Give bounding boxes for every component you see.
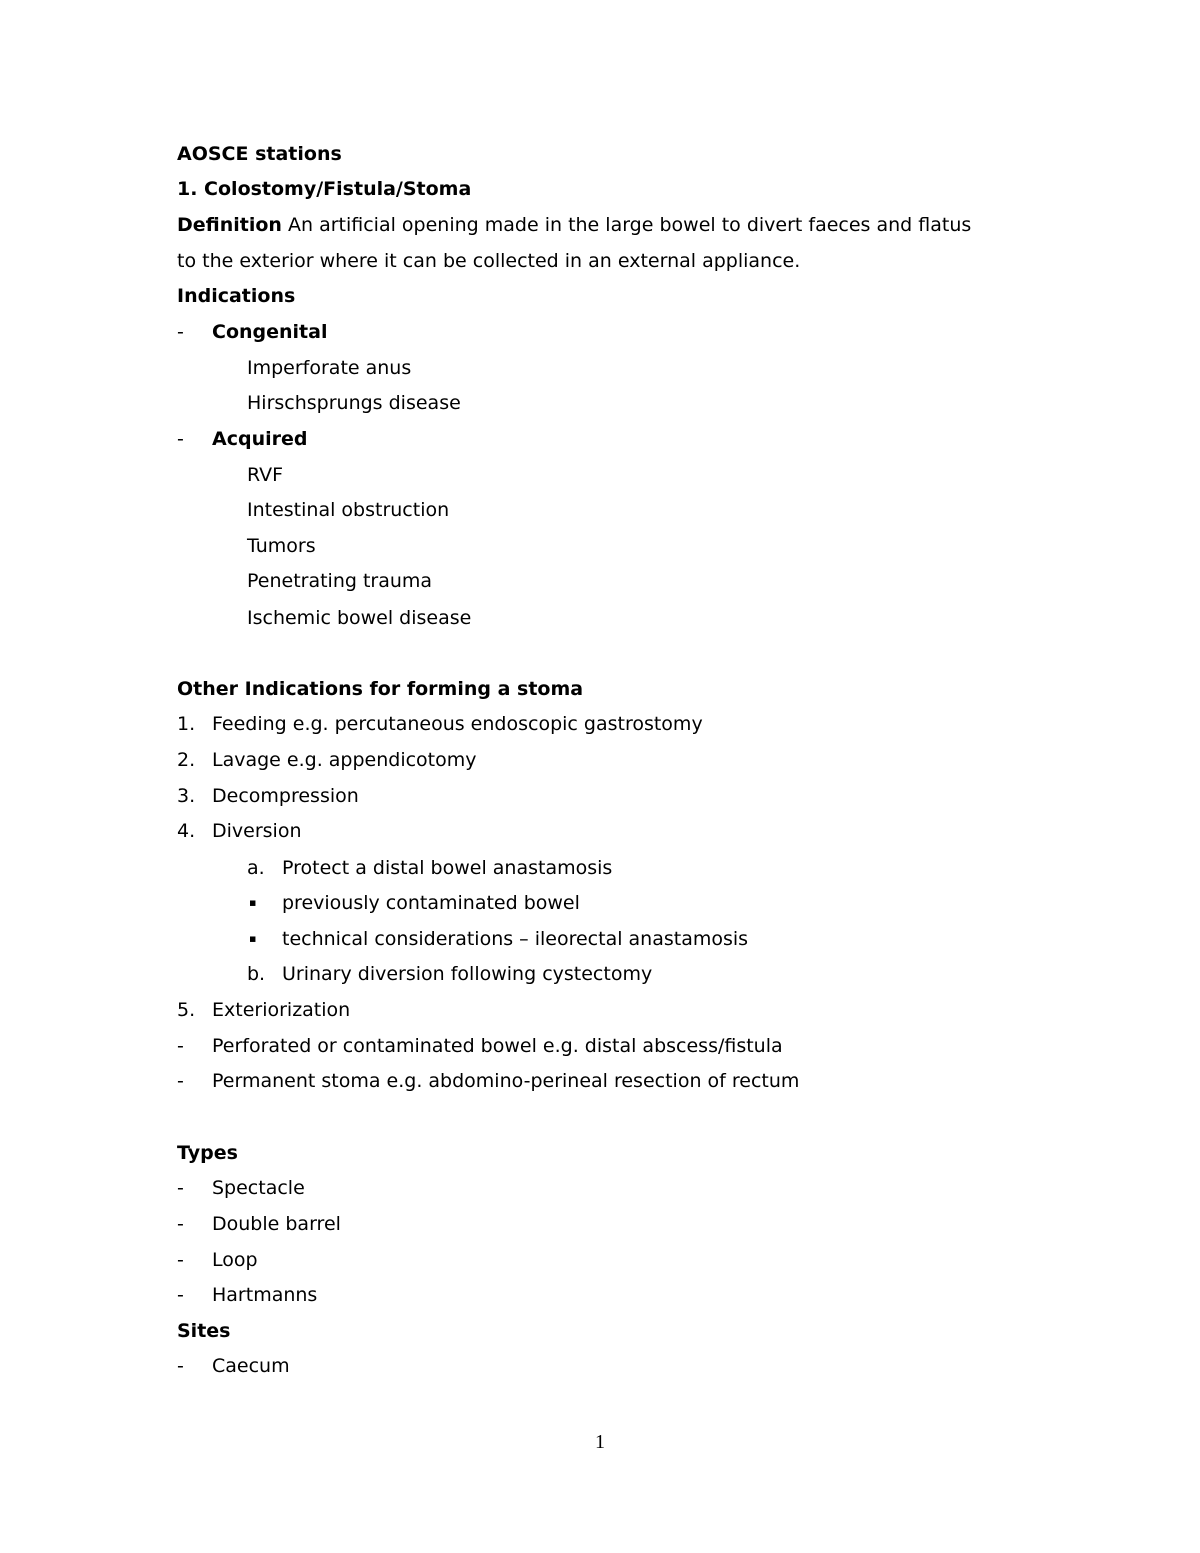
list-marker: - (177, 1035, 184, 1057)
list-marker: - (177, 1284, 184, 1306)
list-marker: a. (247, 857, 265, 879)
acquired-label: Acquired (212, 428, 308, 450)
definition-line-1 (177, 213, 971, 237)
list-item: Intestinal obstruction (247, 499, 450, 521)
list-item: Feeding e.g. percutaneous endoscopic gastrostomy (212, 713, 703, 735)
list-marker: - (177, 321, 184, 343)
list-item: previously contaminated bowel (282, 892, 580, 914)
types-heading: Types (177, 1142, 238, 1164)
page-number: 1 (595, 1431, 605, 1453)
section-heading: 1. Colostomy/Fistula/Stoma (177, 178, 472, 200)
congenital-label: Congenital (212, 321, 328, 343)
list-item: Penetrating trauma (247, 570, 433, 592)
list-item: Double barrel (212, 1213, 341, 1235)
list-marker: - (177, 1213, 184, 1235)
bullet-marker: ▪ (249, 932, 257, 945)
list-item: Diversion (212, 820, 302, 842)
definition-line-2: to the exterior where it can be collected in an external appliance. (177, 250, 801, 272)
list-item: Ischemic bowel disease (247, 607, 472, 629)
list-marker: - (177, 1249, 184, 1271)
list-item: Permanent stoma e.g. abdomino-perineal resection of rectum (212, 1070, 800, 1092)
list-item: Tumors (247, 535, 316, 557)
list-marker: - (177, 428, 184, 450)
list-item: Protect a distal bowel anastamosis (282, 857, 613, 879)
list-marker: - (177, 1070, 184, 1092)
list-marker: b. (247, 963, 266, 985)
list-item: Perforated or contaminated bowel e.g. distal abscess/fistula (212, 1035, 783, 1057)
list-marker: - (177, 1177, 184, 1199)
other-indications-heading: Other Indications for forming a stoma (177, 678, 584, 700)
definition-label: Definition (177, 214, 282, 236)
list-marker: - (177, 1355, 184, 1377)
indications-heading: Indications (177, 285, 296, 307)
list-marker: 2. (177, 749, 196, 771)
list-item: Imperforate anus (247, 357, 412, 379)
list-item: Caecum (212, 1355, 290, 1377)
bullet-marker: ▪ (249, 896, 257, 909)
list-item: Exteriorization (212, 999, 351, 1021)
list-marker: 3. (177, 785, 196, 807)
list-item: technical considerations – ileorectal anastamosis (282, 928, 749, 950)
list-item: Spectacle (212, 1177, 305, 1199)
list-marker: 1. (177, 713, 196, 735)
list-marker: 5. (177, 999, 196, 1021)
document-title: AOSCE stations (177, 143, 342, 165)
definition-text: An artificial opening made in the large bowel to divert faeces and flatus (281, 214, 972, 236)
list-item: Hartmanns (212, 1284, 318, 1306)
list-item: Lavage e.g. appendicotomy (212, 749, 477, 771)
list-marker: 4. (177, 820, 196, 842)
sites-heading: Sites (177, 1320, 231, 1342)
list-item: Loop (212, 1249, 258, 1271)
list-item: RVF (247, 464, 284, 486)
list-item: Hirschsprungs disease (247, 392, 461, 414)
list-item: Decompression (212, 785, 359, 807)
list-item: Urinary diversion following cystectomy (282, 963, 653, 985)
